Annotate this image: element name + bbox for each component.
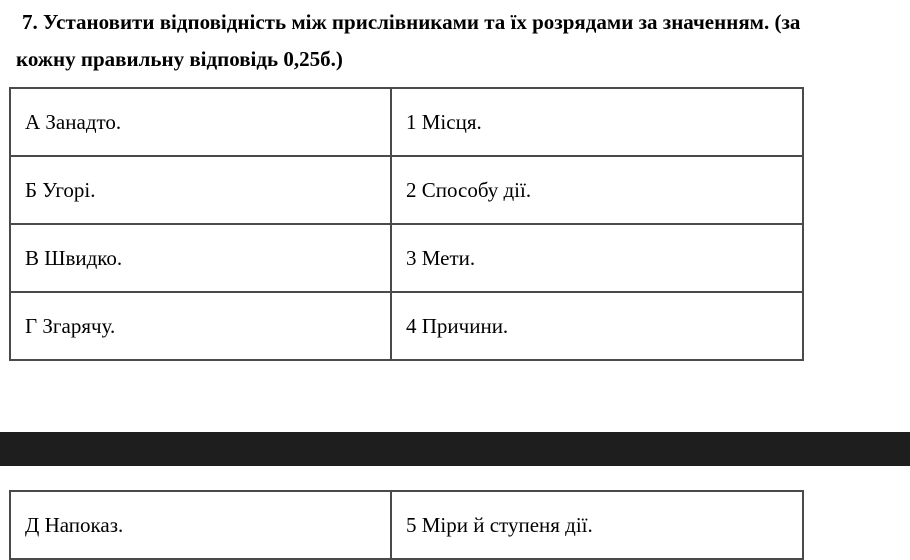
adverb-cell: В Швидко. — [10, 224, 391, 292]
matching-table-continued — [9, 490, 804, 560]
adverb-cell: Д Напоказ. — [10, 491, 391, 559]
adverb-cell: Б Угорі. — [10, 156, 391, 224]
table-row — [10, 224, 803, 292]
category-cell: 3 Мети. — [391, 224, 803, 292]
table-row — [10, 88, 803, 156]
table-row — [10, 292, 803, 360]
adverb-cell: Г Згарячу. — [10, 292, 391, 360]
category-cell: 2 Способу дії. — [391, 156, 803, 224]
question-title-line-1: 7. Установити відповідність між прислівниками та їх розрядами за значенням. (за — [22, 10, 801, 34]
table-row — [10, 156, 803, 224]
category-cell: 5 Міри й ступеня дії. — [391, 491, 803, 559]
page-break-bar — [0, 432, 910, 466]
adverb-cell: А Занадто. — [10, 88, 391, 156]
category-cell: 4 Причини. — [391, 292, 803, 360]
table-row — [10, 491, 803, 559]
question-title-line-2: кожну правильну відповідь 0,25б.) — [16, 47, 343, 71]
matching-table — [9, 87, 804, 361]
category-cell: 1 Місця. — [391, 88, 803, 156]
